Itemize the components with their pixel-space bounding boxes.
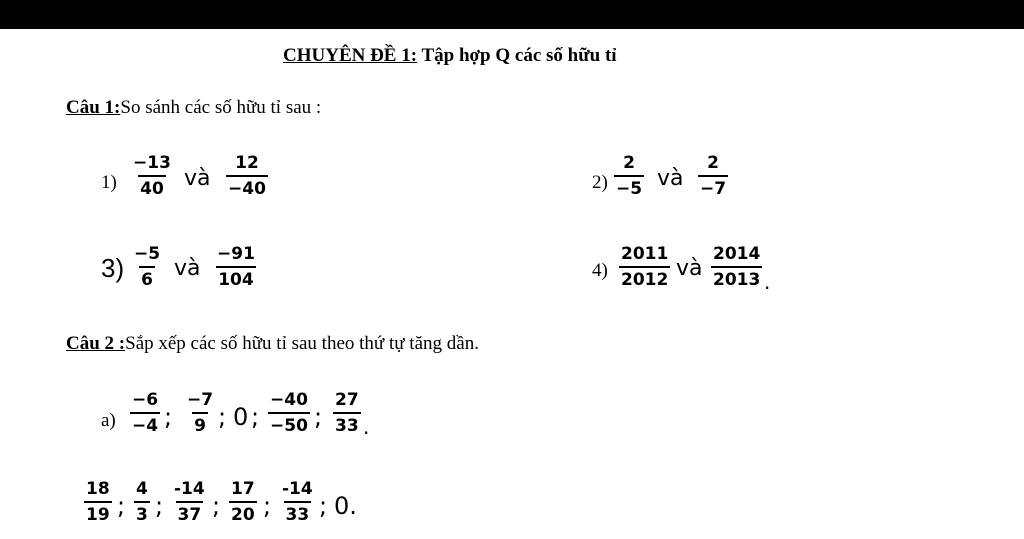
question-2-heading [66, 333, 479, 355]
item-1-a-numerator: −13 [133, 153, 171, 173]
part-b-separator-5: ; [319, 492, 328, 520]
part-a-term-1-numerator: −6 [132, 390, 159, 410]
question-1-heading [66, 97, 321, 119]
part-b-term-4-numerator: 17 [231, 479, 255, 499]
part-a-term-2-denominator: 9 [192, 412, 208, 435]
top-black-bar [0, 0, 1024, 29]
item-2-connector: và [657, 166, 684, 191]
item-1-a-denominator: 40 [138, 175, 166, 198]
part-b-separator-3: ; [212, 492, 221, 520]
part-a-term-2-numerator: −7 [187, 390, 214, 410]
part-b-separator-4: ; [263, 492, 272, 520]
item-4-fraction-b [711, 246, 762, 289]
item-1-b-denominator: −40 [226, 175, 268, 198]
question-2-text: Sắp xếp các số hữu tỉ sau theo thứ tự tăng dần. [125, 333, 479, 354]
item-3-b-denominator: 104 [216, 266, 256, 289]
item-3-index: 3) [101, 253, 125, 283]
title-prefix: CHUYÊN ĐỀ 1: [283, 45, 418, 66]
part-a-separator-3: ; [251, 403, 260, 431]
item-4-index: 4) [592, 260, 608, 281]
part-b-term-3-denominator: 37 [176, 501, 204, 524]
item-1-fraction-b [226, 155, 268, 198]
item-4-b-numerator: 2014 [713, 244, 761, 264]
part-a-term-4-numerator: −40 [270, 390, 308, 410]
page-title [283, 45, 617, 67]
part-a-term-5-numerator: 27 [335, 390, 359, 410]
item-4-a-numerator: 2011 [621, 244, 669, 264]
item-1-connector: và [184, 166, 211, 191]
item-3-a-denominator: 6 [139, 266, 155, 289]
part-b-term-5-denominator: 33 [284, 501, 312, 524]
item-1-b-numerator: 12 [235, 153, 259, 173]
part-b-term-2-denominator: 3 [134, 501, 150, 524]
part-b-term-4 [229, 481, 257, 524]
item-1-fraction-a [131, 155, 173, 198]
part-a-separator-4: ; [314, 403, 323, 431]
part-a-term-2 [185, 392, 215, 435]
part-b-term-2 [134, 481, 150, 524]
question-2-label: Câu 2 : [66, 333, 126, 354]
item-2-a-denominator: −5 [614, 175, 644, 198]
item-3-a-numerator: −5 [134, 244, 161, 264]
item-4-end-period: . [764, 270, 771, 294]
part-a-term-4 [268, 392, 310, 435]
part-a-index: a) [101, 410, 116, 431]
part-a-term-3-zero: 0 [233, 403, 249, 431]
part-a-separator-2: ; [218, 403, 227, 431]
item-3-connector: và [174, 256, 201, 281]
part-a-term-1-denominator: −4 [130, 412, 160, 435]
item-2-index: 2) [592, 172, 608, 193]
item-2-a-numerator: 2 [623, 153, 635, 173]
item-4-b-denominator: 2013 [711, 266, 762, 289]
item-2-b-denominator: −7 [698, 175, 728, 198]
part-a-term-1 [130, 392, 160, 435]
part-b-term-3-numerator: -14 [174, 479, 205, 499]
part-a-separator-1: ; [164, 403, 173, 431]
part-b-term-3 [172, 481, 207, 524]
item-2-fraction-a [614, 155, 644, 198]
part-b-term-1 [84, 481, 112, 524]
part-b-separator-1: ; [117, 492, 126, 520]
part-b-term-2-numerator: 4 [136, 479, 148, 499]
part-b-term-4-denominator: 20 [229, 501, 257, 524]
item-2-fraction-b [698, 155, 728, 198]
item-4-connector: và [676, 256, 703, 281]
part-b-term-5 [280, 481, 315, 524]
part-a-end-period: . [363, 415, 370, 439]
item-3-fraction-b [215, 246, 257, 289]
part-a-term-5-denominator: 33 [333, 412, 361, 435]
question-1-text: So sánh các số hữu tỉ sau : [120, 97, 322, 118]
item-4-fraction-a [619, 246, 670, 289]
part-b-term-6-zero: 0. [334, 492, 357, 520]
part-b-term-5-numerator: -14 [282, 479, 313, 499]
part-a-term-5 [333, 392, 361, 435]
item-3-b-numerator: −91 [217, 244, 255, 264]
item-3-fraction-a [132, 246, 162, 289]
part-b-term-1-denominator: 19 [84, 501, 112, 524]
part-b-term-1-numerator: 18 [86, 479, 110, 499]
item-1-index: 1) [101, 172, 117, 193]
item-2-b-numerator: 2 [707, 153, 719, 173]
part-a-term-4-denominator: −50 [268, 412, 310, 435]
part-b-separator-2: ; [155, 492, 164, 520]
title-rest: Tập hợp Q các số hữu tỉ [417, 45, 617, 66]
item-4-a-denominator: 2012 [619, 266, 670, 289]
question-1-label: Câu 1: [66, 97, 121, 118]
